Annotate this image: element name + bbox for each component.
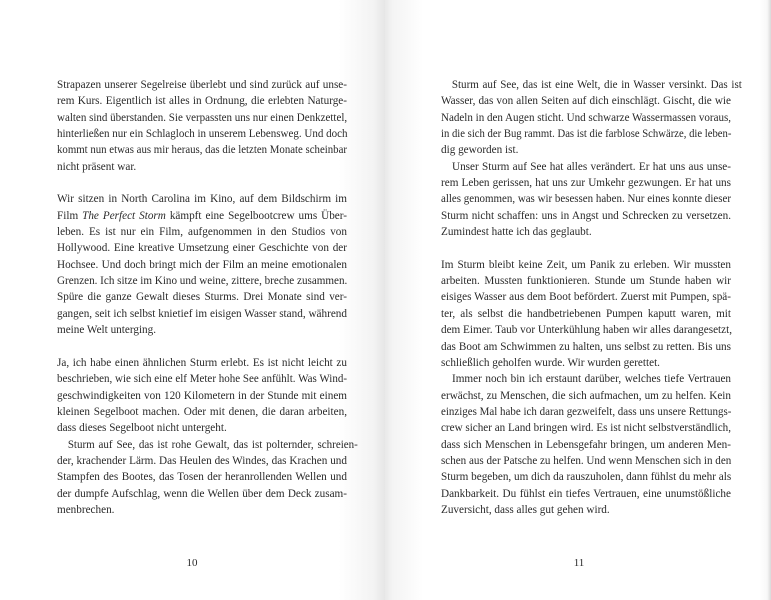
paragraph [57,77,347,175]
text-line: Dankbarkeit. Du fühlst ein tiefes Vertrauen, eine unumstößliche [441,487,731,500]
text-line: Sturm begeben, um dich da rauszuholen, dann fühlst du mehr als [441,471,732,484]
text-line: Hollywood. Eine kreative Umsetzung einer Geschichte von der [57,242,347,255]
text-line: Hochsee. Und doch bringt mich der Film an meine emotionalen [57,258,347,271]
text-line: Grenzen. Ich sitze im Kino und weine, zittere, breche zusammen. [57,275,348,288]
text-line: leben. Es ist nur ein Film, aufgenommen in den Studios von [57,226,347,239]
paragraph [57,437,358,519]
text-line: Wir sitzen in North Carolina im Kino, auf dem Bildschirm im [57,193,347,206]
text-line: schließlich geholfen wurde. Wir wurden gerettet. [441,356,660,369]
text-line: walten sind überstanden. Sie verpassten uns nur einen Denkzettel, [57,111,348,124]
text-line: dass dieses Segelboot nicht untergeht. [57,422,227,435]
text-line: Zuversicht, dass alles gut gehen wird. [441,503,610,516]
text-line: in die sich der Bug rammt. Das ist die farblose Schwärze, die leben- [441,128,732,141]
text-line: menbrechen. [57,503,115,516]
text-line: erwächst, zu Menschen, die sich aufmachen, um zu helfen. Kein [441,389,731,402]
left-page-body [57,77,358,518]
text-line: kommt nun etwas aus mir heraus, das die letzten Monate scheinbar [57,144,347,157]
paragraph [441,159,731,241]
text-line: Sturm auf See, das ist eine Welt, die in Wasser versinkt. Das ist [451,79,742,91]
text-line: meine Welt unterging. [57,324,157,337]
paragraph [441,257,731,371]
text-line: Zumindest hatte ich das geglaubt. [441,226,592,239]
text-line: gangen, seit ich selbst knietief im eisigen Wasser stand, während [57,307,347,320]
text-line: das Boot am Schwimmen zu halten, uns selbst zu retten. Bis uns [441,340,731,353]
text-line: Sturm nicht schaffen: uns in Angst und Schrecken zu versetzen. [441,209,731,222]
text-segment: kämpft eine Segelbootcrew ums Über- [165,209,348,222]
text-line: crew sicher an Land bringen wird. Es ist nicht selbstverständlich, [441,422,731,435]
text-line: beschrieben, wie sich eine elf Meter hohe See anfühlt. Was Wind- [57,373,347,386]
text-line: der dumpfe Aufschlag, wenn die Wellen über dem Deck zusam- [57,487,347,500]
right-page-body [441,77,742,518]
text-line: Stampfen des Bootes, das Tosen der heranrollenden Wellen und [57,471,347,484]
paragraph [57,191,347,338]
text-line: Sturm auf See, das ist rohe Gewalt, das ist polternder, schreien- [67,438,358,451]
text-line: Spüre die ganze Gewalt dieses Sturms. Drei Monate sind ver- [57,291,347,304]
paragraph [441,371,731,518]
text-line: ter, als selbst die handbetriebenen Pumpen kaputt waren, mit [441,307,731,320]
paragraph [441,77,742,159]
text-line: Im Sturm bleibt keine Zeit, um Panik zu erleben. Wir mussten [441,258,731,271]
page-number-left: 10 [186,557,198,569]
text-line: dass sich Menschen in Lebensgefahr bringen, um anderen Men- [441,438,731,451]
text-line: Unser Sturm auf See hat alles verändert. Er hat uns aus unse- [452,160,731,173]
text-line: schen aus der Patsche zu helfen. Und wenn Menschen sich in den [441,454,732,467]
text-line: kleinen Segelboot machen. Oder mit denen, die daran arbeiten, [57,405,347,418]
text-line: arbeiten. Mussten funktionieren. Stunde um Stunde haben wir [441,275,731,288]
text-line: Strapazen unserer Segelreise überlebt und sind zurück auf unse- [57,79,347,91]
text-line: dem Eimer. Taub vor Unterkühlung haben wir alles darangesetzt, [441,324,733,337]
text-line: hinterließen nur ein Schlagloch in unserem Lebensweg. Und doch [57,128,348,141]
text-line: einziges Mal habe ich daran gezweifelt, dass uns unsere Rettungs- [441,405,732,418]
italic-title: The Perfect Storm [82,209,166,222]
right-page [385,0,771,600]
text-line: Immer noch bin ich erstaunt darüber, welches tiefe Vertrauen [452,373,731,386]
text-segment: Film [57,209,83,222]
text-line: Ja, ich habe einen ähnlichen Sturm erlebt. Es ist nicht leicht zu [57,356,347,369]
text-line: der, krachender Lärm. Das Heulen des Windes, das Krachen und [57,454,347,467]
text-line: Nadeln in den Augen sticht. Und schwarze Wassermassen voraus, [441,111,732,124]
text-line: eisiges Wasser aus dem Boot befördert. Zuerst mit Pumpen, spä- [441,291,731,304]
text-line: alles genommen, was wir besessen haben. Nur eines konnte dieser [441,193,731,206]
text-line: rem Leben gerissen, hat uns zur Umkehr gezwungen. Er hat uns [441,177,731,190]
text-line: dig geworden ist. [441,144,519,157]
text-line: Wasser, das von allen Seiten auf dich einschlägt. Gischt, die wie [441,95,731,108]
text-line: geschwindigkeiten von 120 Kilometern in der Stunde mit einem [57,389,347,402]
left-page [0,0,385,600]
paragraph [57,355,347,437]
page-number-right: 11 [573,557,585,569]
text-line: nicht präsent war. [57,160,137,173]
text-line [57,208,347,224]
text-line: rem Kurs. Eigentlich ist alles in Ordnung, die erlebten Naturge- [57,95,347,108]
